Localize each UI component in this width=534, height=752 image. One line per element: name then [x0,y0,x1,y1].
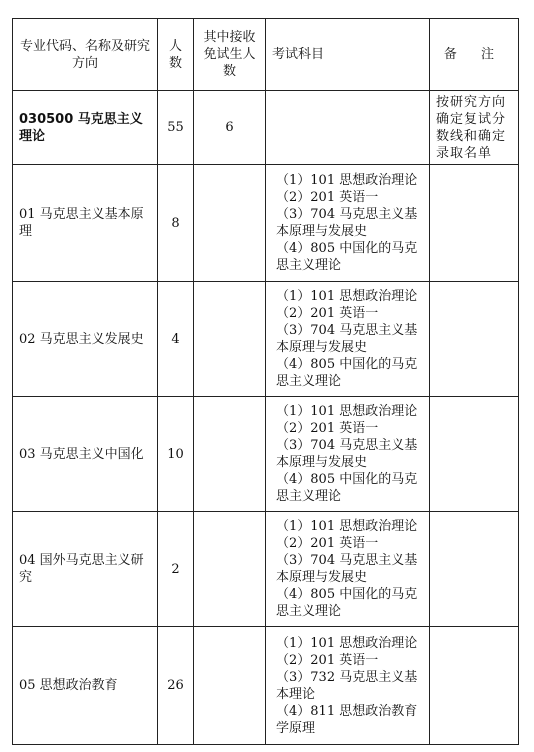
major-cell: 02 马克思主义发展史 [13,282,158,397]
exam-item: （3）704 马克思主义基本原理与发展史 [276,553,418,585]
exams-cell [266,397,430,512]
header-count: 人数 [158,19,194,91]
exempt-cell [194,627,266,745]
exam-item: （1）101 思想政治理论 [276,635,418,651]
exempt-cell: 6 [194,91,266,165]
exempt-cell [194,397,266,512]
header-exams: 考试科目 [266,19,430,91]
count-cell: 8 [158,165,194,282]
major-cell: 05 思想政治教育 [13,627,158,745]
count-cell: 55 [158,91,194,165]
exam-item: （1）101 思想政治理论 [276,404,418,419]
exam-item: （1）101 思想政治理论 [276,173,418,188]
note-cell [430,512,519,627]
table-row [13,627,519,745]
exams-cell [266,165,430,282]
exam-item: （4）805 中国化的马克思主义理论 [276,241,418,273]
table-row [13,165,519,282]
note-cell: 按研究方向确定复试分数线和确定录取名单 [430,91,519,165]
exam-item: （2）201 英语一 [276,306,379,321]
note-cell [430,282,519,397]
major-cell: 03 马克思主义中国化 [13,397,158,512]
exempt-cell [194,165,266,282]
exam-list [272,172,423,274]
major-cell: 04 国外马克思主义研究 [13,512,158,627]
exams-cell [266,512,430,627]
header-exempt: 其中接收免试生人数 [194,19,266,91]
count-cell: 26 [158,627,194,745]
exams-cell [266,282,430,397]
exam-item: （2）201 英语一 [276,421,379,436]
header-note: 备 注 [430,19,519,91]
count-cell: 2 [158,512,194,627]
exam-item: （4）811 思想政治教育学原理 [276,703,418,736]
exam-list [272,635,423,737]
exempt-cell [194,282,266,397]
note-cell [430,397,519,512]
admissions-table [12,18,519,745]
exam-list [272,403,423,505]
exams-cell [266,91,430,165]
major-cell: 030500 马克思主义理论 [13,91,158,165]
header-row [13,19,519,91]
major-cell: 01 马克思主义基本原理 [13,165,158,282]
count-cell: 10 [158,397,194,512]
exam-item: （3）704 马克思主义基本原理与发展史 [276,323,418,355]
table-row [13,282,519,397]
exam-item: （3）704 马克思主义基本原理与发展史 [276,207,418,239]
exams-cell [266,627,430,745]
exam-item: （4）805 中国化的马克思主义理论 [276,357,418,389]
note-cell [430,165,519,282]
table-row [13,512,519,627]
exam-item: （3）732 马克思主义基本理论 [276,669,418,702]
exam-list [272,288,423,390]
table-row [13,397,519,512]
exam-item: （4）805 中国化的马克思主义理论 [276,472,418,504]
exempt-cell [194,512,266,627]
exam-item: （3）704 马克思主义基本原理与发展史 [276,438,418,470]
count-cell: 4 [158,282,194,397]
header-major: 专业代码、名称及研究方向 [13,19,158,91]
exam-item: （2）201 英语一 [276,652,379,668]
note-cell [430,627,519,745]
exam-item: （2）201 英语一 [276,536,379,551]
exam-item: （2）201 英语一 [276,190,379,205]
exam-list [272,518,423,620]
exam-item: （1）101 思想政治理论 [276,289,418,304]
exam-item: （4）805 中国化的马克思主义理论 [276,587,418,619]
exam-item: （1）101 思想政治理论 [276,519,418,534]
table-row [13,91,519,165]
